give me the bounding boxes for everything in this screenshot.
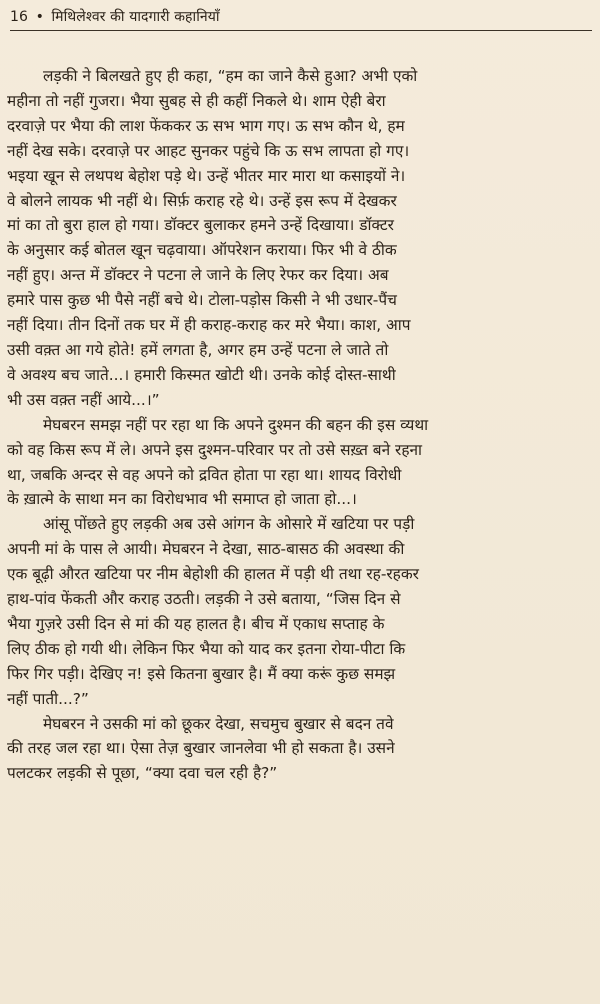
paragraph-first-line: लड़की ने बिलखते हुए ही कहा, “हम का जाने कैसे हुआ? अभी एको (43, 67, 418, 85)
text-line: लिए ठीक हो गयी थी। लेकिन फिर भैया को याद कर इतना रोया-पीटा कि (7, 639, 406, 658)
text-line: को वह किस रूप में ले। अपने इस दुश्मन-परिवार पर तो उसे सख़्त बने रहना (7, 440, 423, 459)
text-line: वे अवश्य बच जाते...। हमारी किस्मत खोटी थी। उनके कोई दोस्त-साथी (7, 365, 396, 384)
text-line: भैया गुज़रे उसी दिन से मां की यह हालत है। बीच में एकाध सप्ताह के (7, 614, 385, 633)
running-header (10, 7, 570, 27)
page-number: 16 (10, 9, 29, 25)
text-line: महीना तो नहीं गुजरा। भैया सुबह से ही कहीं निकले थे। शाम ऐही बेरा (7, 91, 386, 110)
body-text (7, 64, 591, 786)
text-line: भी उस वक़्त नहीं आये...।” (7, 390, 160, 409)
text-line: था, जबकि अन्दर से वह अपने को द्रवित होता पा रहा था। शायद विरोधी (7, 465, 402, 484)
paragraph (7, 64, 591, 413)
paragraph (7, 512, 591, 711)
text-line: नहीं दिया। तीन दिनों तक घर में ही कराह-कराह कर मरे भैया। काश, आप (7, 316, 411, 335)
text-line: हाथ-पांव फेंकती और कराह उठती। लड़की ने उसे बताया, “जिस दिन से (7, 590, 401, 609)
book-title: मिथिलेश्वर की यादगारी कहानियाँ (51, 9, 220, 25)
text-line: के ख़ात्मे के साथा मन का विरोधभाव भी समाप्त हो जाता हो...। (7, 490, 357, 509)
text-line: दरवाज़े पर भैया की लाश फेंककर ऊ सभ भाग गए। ऊ सभ कौन थे, हम (7, 116, 405, 135)
paragraph (7, 413, 591, 513)
header-rule (10, 30, 592, 31)
text-line: के अनुसार कई बोतल खून चढ़वाया। ऑपरेशन कराया। फिर भी वे ठीक (7, 241, 397, 260)
paragraph-first-line: आंसू पोंछते हुए लड़की अब उसे आंगन के ओसारे में खटिया पर पड़ी (43, 515, 415, 534)
paragraph-first-line: मेघबरन समझ नहीं पर रहा था कि अपने दुश्मन की बहन की इस व्यथा (43, 415, 429, 434)
text-line: अपनी मां के पास ले आयी। मेघबरन ने देखा, साठ-बासठ की अवस्था की (7, 540, 405, 559)
header-bullet: • (35, 9, 44, 25)
text-line: नहीं हुए। अन्त में डॉक्टर ने पटना ले जाने के लिए रेफर कर दिया। अब (7, 266, 389, 285)
text-line: नहीं देख सके। दरवाज़े पर आहट सुनकर पहुंचे कि ऊ सभ लापता हो गए। (7, 141, 410, 160)
text-line: की तरह जल रहा था। ऐसा तेज़ बुखार जानलेवा भी हो सकता है। उसने (7, 739, 395, 758)
text-line: पलटकर लड़की से पूछा, “क्या दवा चल रही है?” (7, 764, 278, 783)
paragraph-first-line: मेघबरन ने उसकी मां को छूकर देखा, सचमुच बुखार से बदन तवे (43, 714, 394, 733)
text-line: एक बूढ़ी औरत खटिया पर नीम बेहोशी की हालत में पड़ी थी तथा रह-रहकर (7, 565, 419, 584)
text-line: फिर गिर पड़ी। देखिए न! इसे कितना बुखार है। मैं क्या करूं कुछ समझ (7, 664, 396, 683)
text-line: मां का तो बुरा हाल हो गया। डॉक्टर बुलाकर हमने उन्हें दिखाया। डॉक्टर (7, 216, 394, 235)
text-line: भइया खून से लथपथ बेहोश पड़े थे। उन्हें भीतर मार मारा था कसाइयों ने। (7, 166, 406, 185)
paragraph (7, 712, 591, 787)
text-line: नहीं पाती...?” (7, 689, 89, 708)
text-line: हमारे पास कुछ भी पैसे नहीं बचे थे। टोला-पड़ोस किसी ने भी उधार-पैंच (7, 291, 397, 310)
text-line: उसी वक़्त आ गये होते! हमें लगता है, अगर हम उन्हें पटना ले जाते तो (7, 340, 389, 359)
text-line: वे बोलने लायक भी नहीं थे। सिर्फ़ कराह रहे थे। उन्हें इस रूप में देखकर (7, 191, 397, 210)
